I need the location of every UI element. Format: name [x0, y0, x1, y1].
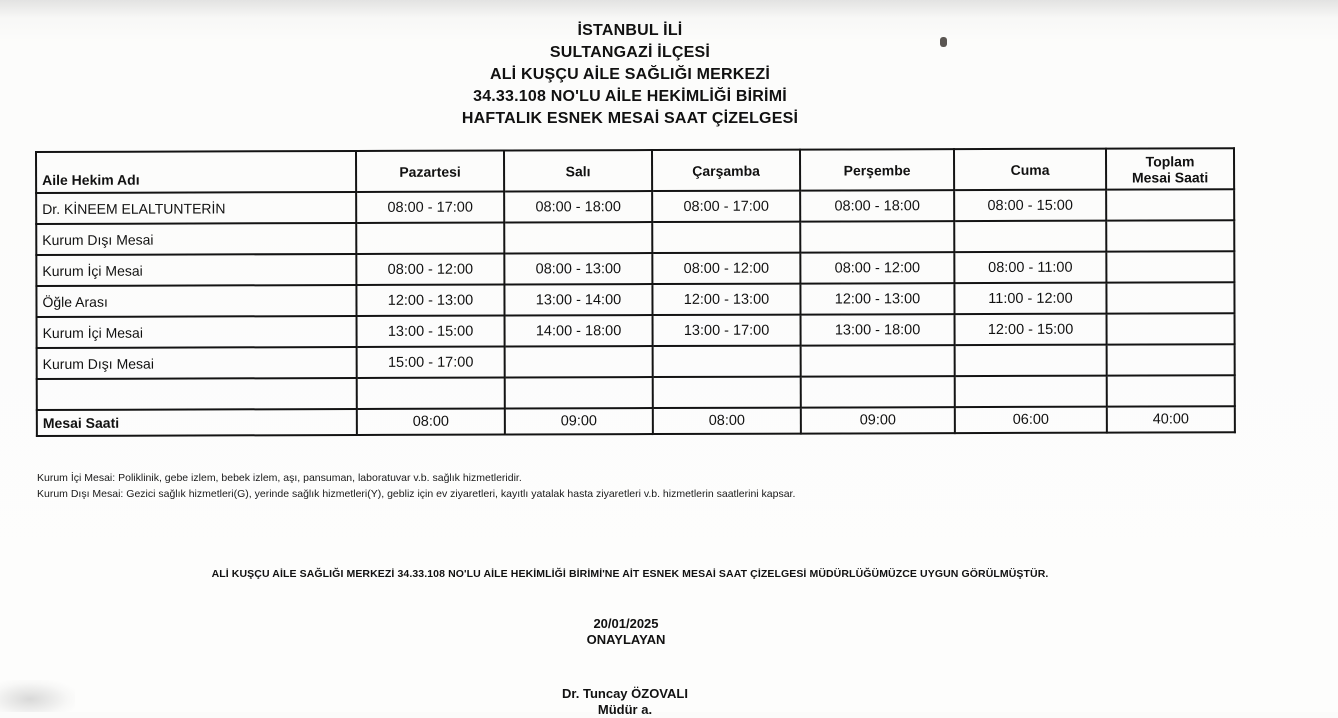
total-row-label: Mesai Saati: [37, 409, 357, 436]
wednesday-cell: [653, 346, 801, 377]
monday-cell: 08:00 - 12:00: [356, 254, 504, 285]
row-label: Kurum Dışı Mesai: [37, 347, 357, 379]
ink-dot: [940, 37, 947, 47]
wednesday-total: 08:00: [653, 408, 801, 434]
table-row: [36, 220, 1234, 255]
monday-total: 08:00: [357, 409, 505, 435]
column-header-total: [1106, 148, 1234, 189]
total-cell: [1107, 313, 1235, 344]
tuesday-cell: 08:00 - 13:00: [504, 253, 652, 284]
total-cell: [1106, 220, 1234, 251]
header-health-center: ALİ KUŞÇU AİLE SAĞLIĞI MERKEZİ: [489, 66, 771, 83]
approval-date: 20/01/2025: [593, 616, 659, 631]
tuesday-cell: [505, 346, 653, 377]
table-header-row: [36, 148, 1234, 193]
column-header-wednesday: Çarşamba: [652, 150, 800, 191]
wednesday-cell: 13:00 - 17:00: [653, 315, 801, 346]
total-cell: [1107, 344, 1235, 375]
row-label: [37, 378, 357, 410]
friday-cell: [955, 345, 1107, 376]
friday-cell: [954, 221, 1106, 252]
row-label: Öğle Arası: [36, 285, 356, 317]
tuesday-cell: 13:00 - 14:00: [504, 284, 652, 315]
signer-title: Müdür a.: [597, 702, 653, 717]
column-header-thursday: Perşembe: [800, 149, 954, 190]
footnote-internal-hours: Kurum İçi Mesai: Poliklinik, gebe izlem, bebek izlem, aşı, pansuman, laboratuvar v.b. sağlık hizmetleridir.: [37, 472, 522, 484]
tuesday-cell: 14:00 - 18:00: [505, 315, 653, 346]
thursday-cell: 08:00 - 18:00: [800, 190, 954, 221]
tuesday-cell: [505, 377, 653, 408]
column-header-total-line2: Mesai Saati: [1131, 168, 1209, 186]
tuesday-cell: [504, 222, 652, 253]
friday-cell: 08:00 - 11:00: [954, 252, 1106, 283]
monday-cell: 13:00 - 15:00: [357, 316, 505, 347]
table-row: [36, 282, 1234, 317]
table-row: [36, 251, 1234, 286]
total-hours-row: [37, 406, 1235, 436]
tuesday-cell: 08:00 - 18:00: [504, 191, 652, 222]
approval-date-block: [526, 616, 726, 648]
column-header-tuesday: Salı: [504, 150, 652, 191]
thursday-cell: 13:00 - 18:00: [801, 314, 955, 345]
thursday-cell: 12:00 - 13:00: [800, 283, 954, 314]
column-header-friday: Cuma: [954, 149, 1106, 190]
thursday-cell: [801, 345, 955, 376]
column-header-monday: Pazartesi: [356, 151, 504, 192]
stamp-smudge: [0, 680, 75, 712]
monday-cell: [356, 223, 504, 254]
column-header-name: Aile Hekim Adı: [36, 151, 356, 193]
total-cell: [1106, 189, 1234, 220]
header-unit: 34.33.108 NO'LU AİLE HEKİMLİĞİ BİRİMİ: [473, 88, 787, 105]
document-header: [330, 20, 930, 130]
approval-statement: ALİ KUŞÇU AİLE SAĞLIĞI MERKEZİ 34.33.108 NO'LU AİLE HEKİMLİĞİ BİRİMİ'NE AİT ESNEK MESAİ SAAT ÇİZELGESİ MÜDÜRLÜĞÜMÜZCE UYGUN GÖRÜLMÜŞTÜR.: [211, 568, 1049, 580]
monday-cell: 08:00 - 17:00: [356, 192, 504, 223]
header-district: SULTANGAZİ İLÇESİ: [549, 44, 711, 61]
row-label: Kurum İçi Mesai: [36, 254, 356, 286]
total-cell: [1106, 251, 1234, 282]
total-cell: [1107, 375, 1235, 406]
friday-cell: 11:00 - 12:00: [954, 283, 1106, 314]
weekly-schedule-table: [35, 147, 1236, 437]
thursday-total: 09:00: [801, 407, 955, 433]
monday-cell: 15:00 - 17:00: [357, 347, 505, 378]
wednesday-cell: [653, 377, 801, 408]
thursday-cell: [800, 221, 954, 252]
row-label: Kurum İçi Mesai: [37, 316, 357, 348]
friday-cell: 12:00 - 15:00: [955, 314, 1107, 345]
signer-block: [500, 686, 750, 718]
wednesday-cell: 08:00 - 17:00: [652, 191, 800, 222]
row-label: Dr. KİNEEM ELALTUNTERİN: [36, 192, 356, 224]
table-row: [37, 313, 1235, 348]
monday-cell: [357, 378, 505, 409]
table-row: [37, 375, 1235, 410]
footnote-external-hours: Kurum Dışı Mesai: Gezici sağlık hizmetleri(G), yerinde sağlık hizmetleri(Y), gebliz için ev ziyaretleri, kayıtlı yatalak hasta ziyaretleri v.b. hizmetlerin saatlerini kapsar.: [37, 488, 796, 500]
thursday-cell: 08:00 - 12:00: [800, 252, 954, 283]
friday-cell: 08:00 - 15:00: [954, 190, 1106, 221]
thursday-cell: [801, 376, 955, 407]
row-label: Kurum Dışı Mesai: [36, 223, 356, 255]
footnotes: [37, 470, 795, 502]
total-cell: [1106, 282, 1234, 313]
column-header-total-line1: Toplam: [1145, 152, 1195, 170]
header-province: İSTANBUL İLİ: [577, 22, 683, 39]
friday-cell: [955, 376, 1107, 407]
wednesday-cell: 08:00 - 12:00: [652, 253, 800, 284]
wednesday-cell: [652, 222, 800, 253]
table-row: [37, 344, 1235, 379]
wednesday-cell: 12:00 - 13:00: [652, 284, 800, 315]
tuesday-total: 09:00: [505, 408, 653, 434]
signer-name: Dr. Tuncay ÖZOVALI: [562, 686, 688, 701]
weekly-total: 40:00: [1107, 406, 1235, 432]
table-row: [36, 189, 1234, 224]
document-title: HAFTALIK ESNEK MESAİ SAAT ÇİZELGESİ: [461, 110, 799, 127]
friday-total: 06:00: [955, 407, 1107, 433]
monday-cell: 12:00 - 13:00: [356, 285, 504, 316]
approved-by-label: ONAYLAYAN: [586, 632, 666, 647]
paper-fold-shadow: [0, 0, 1338, 18]
